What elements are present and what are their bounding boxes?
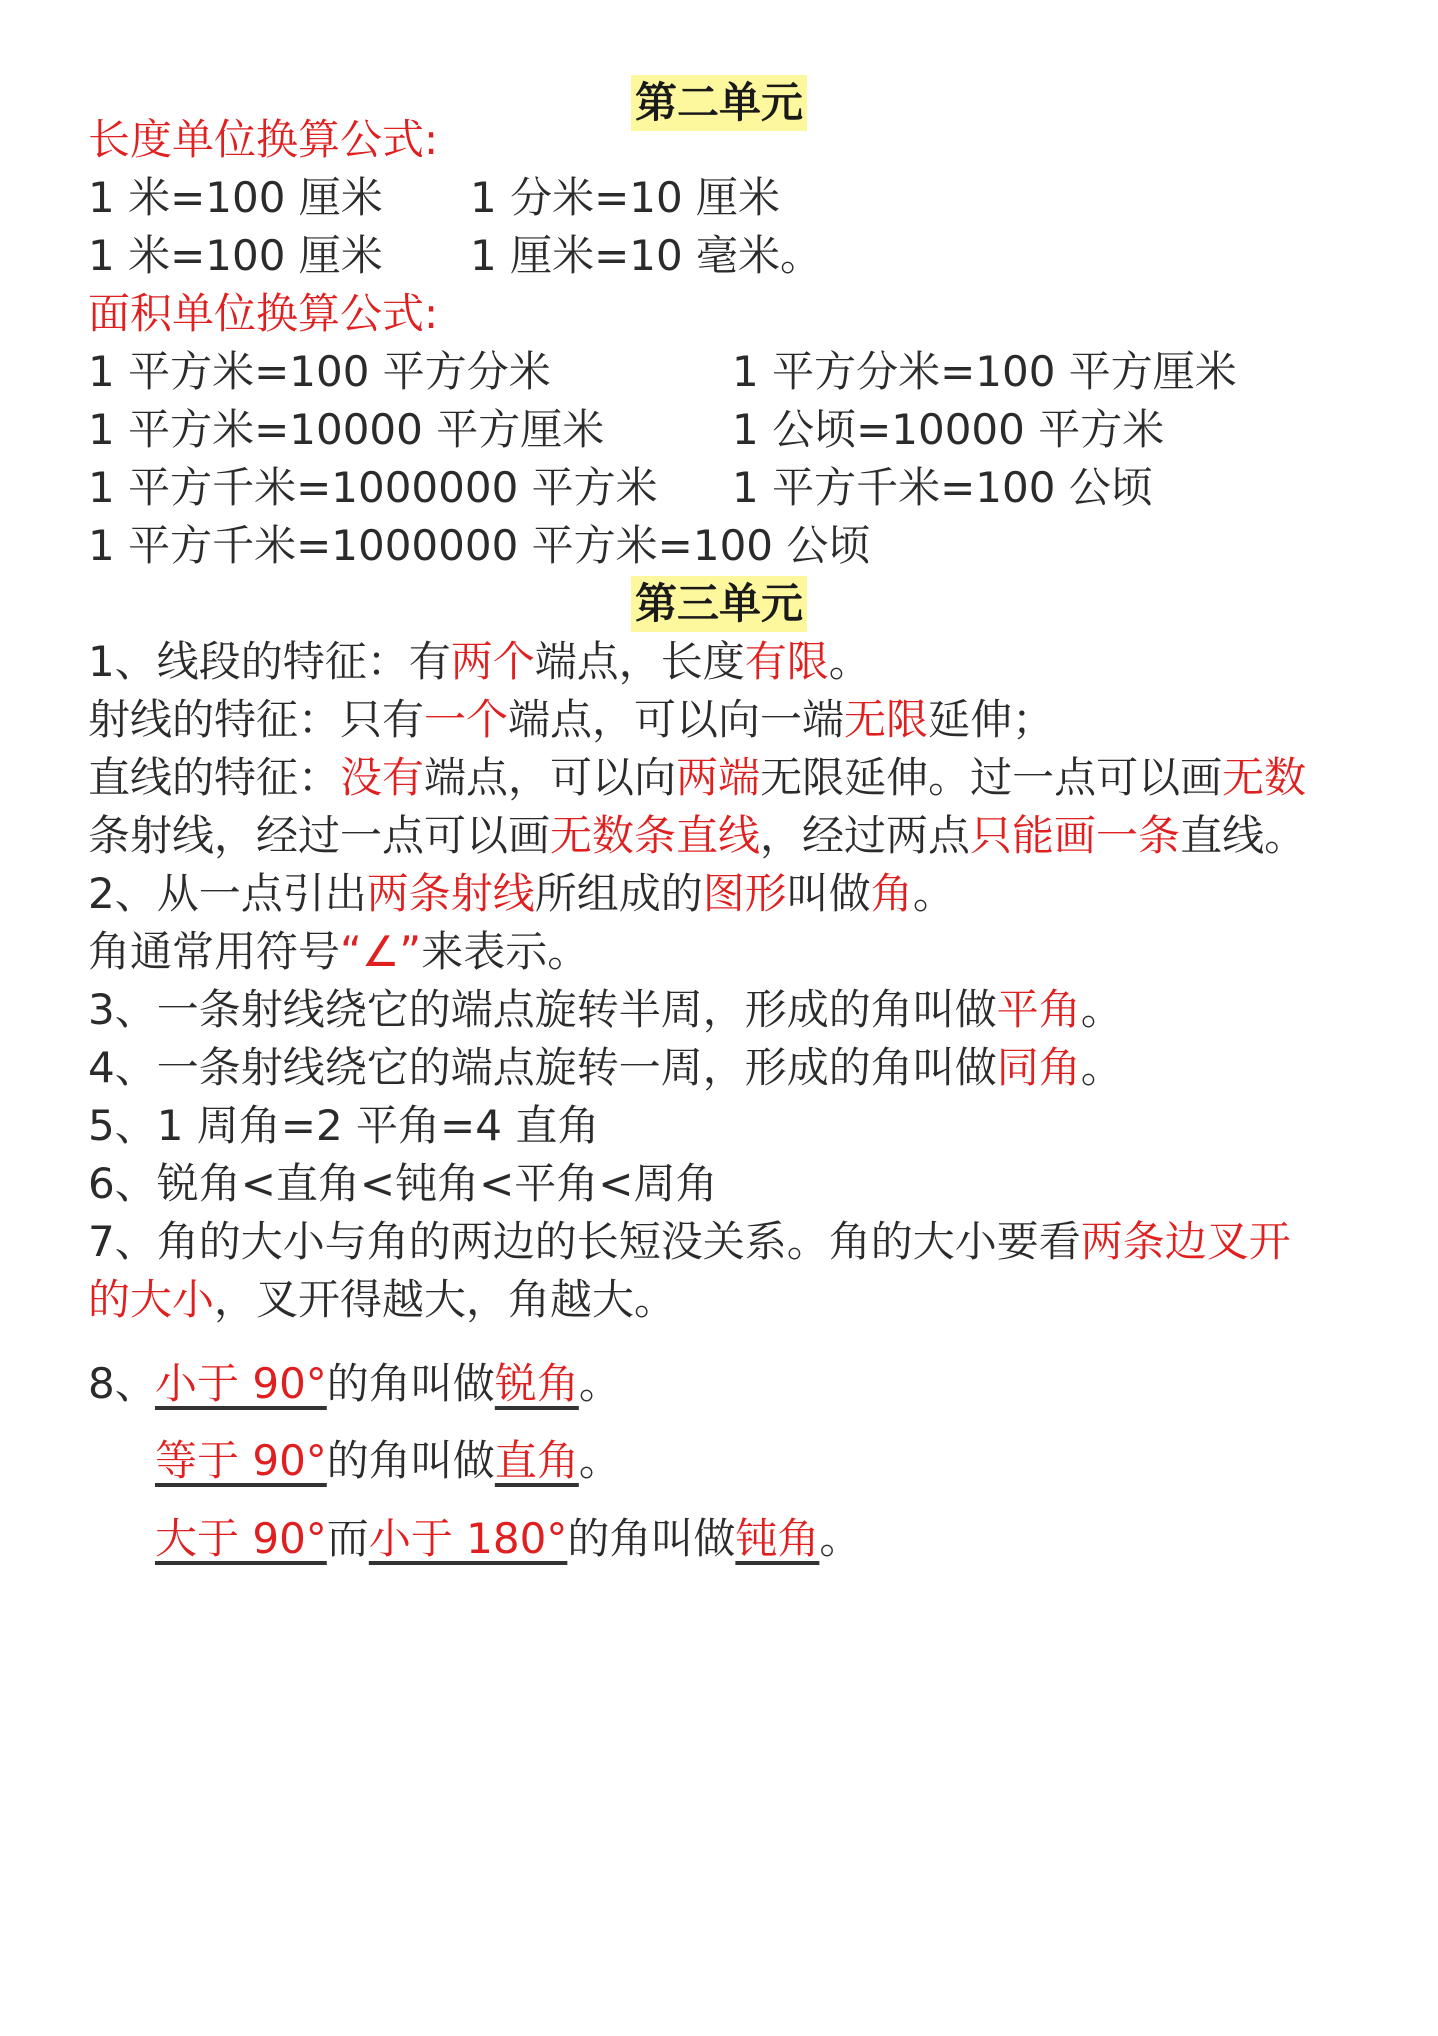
- definition-text: 。: [578, 1359, 621, 1408]
- unit3-line-1: [88, 634, 871, 690]
- statement-text: 。: [912, 869, 955, 918]
- statement-text: ，经过两点: [760, 811, 971, 860]
- obtuse-angle-definition: [155, 1511, 861, 1567]
- highlighted-term: 无数条直线: [550, 811, 761, 860]
- definition-text: 。: [578, 1436, 621, 1485]
- statement-text: 。: [1080, 1043, 1123, 1092]
- highlighted-term: 角: [870, 869, 913, 918]
- definition-text: 的角叫做: [326, 1436, 495, 1485]
- highlighted-term: 一个: [424, 695, 509, 744]
- area-row-3-b: 1 平方千米=100 公顷: [732, 463, 1153, 512]
- unit3-title: 第三单元: [631, 576, 807, 632]
- unit3-line-3: [88, 750, 1306, 806]
- statement-text: 端点，可以向一端: [508, 695, 845, 744]
- highlighted-term: 同角: [996, 1043, 1081, 1092]
- unit3-line-11: [88, 1214, 1291, 1270]
- underlined-term: 等于 90°: [155, 1436, 327, 1485]
- area-row-3-a: 1 平方千米=1000000 平方米: [88, 463, 658, 512]
- unit3-line-7: [88, 982, 1123, 1038]
- highlighted-term: 两个: [450, 637, 535, 686]
- statement-text: 延伸；: [928, 695, 1055, 744]
- area-heading: 面积单位换算公式:: [88, 289, 439, 338]
- underlined-term: 直角: [494, 1436, 579, 1485]
- unit3-title-wrap: [0, 576, 1438, 632]
- statement-text: 6、锐角<直角<钝角<平角<周角: [88, 1159, 718, 1208]
- statement-text: 无限延伸。过一点可以画: [760, 753, 1223, 802]
- underlined-term: 钝角: [735, 1514, 820, 1563]
- definition-text: 。: [819, 1514, 862, 1563]
- highlighted-term: 两条射线: [366, 869, 535, 918]
- statement-text: 4、一条射线绕它的端点旋转一周，形成的角叫做: [88, 1043, 997, 1092]
- area-row-1-a: 1 平方米=100 平方分米: [88, 347, 551, 396]
- underlined-term: 小于 90°: [155, 1359, 327, 1408]
- highlighted-term: 两条边叉开: [1080, 1217, 1291, 1266]
- underlined-term: 小于 180°: [368, 1514, 568, 1563]
- highlighted-term: 只能画一条: [970, 811, 1181, 860]
- statement-text: 射线的特征：只有: [88, 695, 425, 744]
- length-row-2-b: 1 厘米=10 毫米。: [470, 231, 823, 280]
- unit3-line-12: [88, 1272, 676, 1328]
- definition-text: 的角叫做: [326, 1359, 495, 1408]
- statement-text: 所组成的: [534, 869, 703, 918]
- length-heading: 长度单位换算公式:: [88, 115, 439, 164]
- statement-text: 叫做: [786, 869, 871, 918]
- statement-text: 直线。: [1180, 811, 1307, 860]
- acute-angle-definition: [155, 1356, 621, 1412]
- highlighted-term: “∠”: [340, 927, 422, 976]
- length-row-2-a: 1 米=100 厘米: [88, 231, 383, 280]
- area-row-2-a: 1 平方米=10000 平方厘米: [88, 405, 605, 454]
- underlined-term: 大于 90°: [155, 1514, 327, 1563]
- unit3-line-6: [88, 924, 589, 980]
- definition-text: 的角叫做: [567, 1514, 736, 1563]
- statement-text: 3、一条射线绕它的端点旋转半周，形成的角叫做: [88, 985, 997, 1034]
- statement-text: 来表示。: [421, 927, 590, 976]
- statement-text: 。: [1080, 985, 1123, 1034]
- statement-text: 直线的特征：: [88, 753, 341, 802]
- highlighted-term: 的大小: [88, 1275, 215, 1324]
- underlined-term: 锐角: [494, 1359, 579, 1408]
- right-angle-definition: [155, 1433, 621, 1489]
- angle-list-prefix: 8、: [88, 1359, 157, 1408]
- highlighted-term: 无数: [1222, 753, 1307, 802]
- unit3-line-8: [88, 1040, 1123, 1096]
- highlighted-term: 图形: [702, 869, 787, 918]
- unit3-line-9: [88, 1098, 599, 1154]
- unit3-line-2: [88, 692, 1054, 748]
- definition-text: 而: [326, 1514, 369, 1563]
- statement-text: 条射线，经过一点可以画: [88, 811, 551, 860]
- highlighted-term: 没有: [340, 753, 425, 802]
- highlighted-term: 平角: [996, 985, 1081, 1034]
- unit3-line-4: [88, 808, 1306, 864]
- area-row-2-b: 1 公顷=10000 平方米: [732, 405, 1165, 454]
- statement-text: 端点，长度: [534, 637, 745, 686]
- statement-text: 2、从一点引出: [88, 869, 367, 918]
- area-row-4: 1 平方千米=1000000 平方米=100 公顷: [88, 521, 871, 570]
- highlighted-term: 无限: [844, 695, 929, 744]
- statement-text: 7、角的大小与角的两边的长短没关系。角的大小要看: [88, 1217, 1081, 1266]
- unit3-line-10: [88, 1156, 718, 1212]
- area-row-1-b: 1 平方分米=100 平方厘米: [732, 347, 1237, 396]
- length-row-1-a: 1 米=100 厘米: [88, 173, 383, 222]
- statement-text: ，叉开得越大，角越大。: [214, 1275, 677, 1324]
- statement-text: 。: [828, 637, 871, 686]
- statement-text: 5、1 周角=2 平角=4 直角: [88, 1101, 600, 1150]
- statement-text: 角通常用符号: [88, 927, 341, 976]
- unit3-line-5: [88, 866, 955, 922]
- statement-text: 端点，可以向: [424, 753, 677, 802]
- length-row-1-b: 1 分米=10 厘米: [470, 173, 781, 222]
- highlighted-term: 有限: [744, 637, 829, 686]
- highlighted-term: 两端: [676, 753, 761, 802]
- unit2-title: 第二单元: [631, 75, 807, 131]
- statement-text: 1、线段的特征：有: [88, 637, 451, 686]
